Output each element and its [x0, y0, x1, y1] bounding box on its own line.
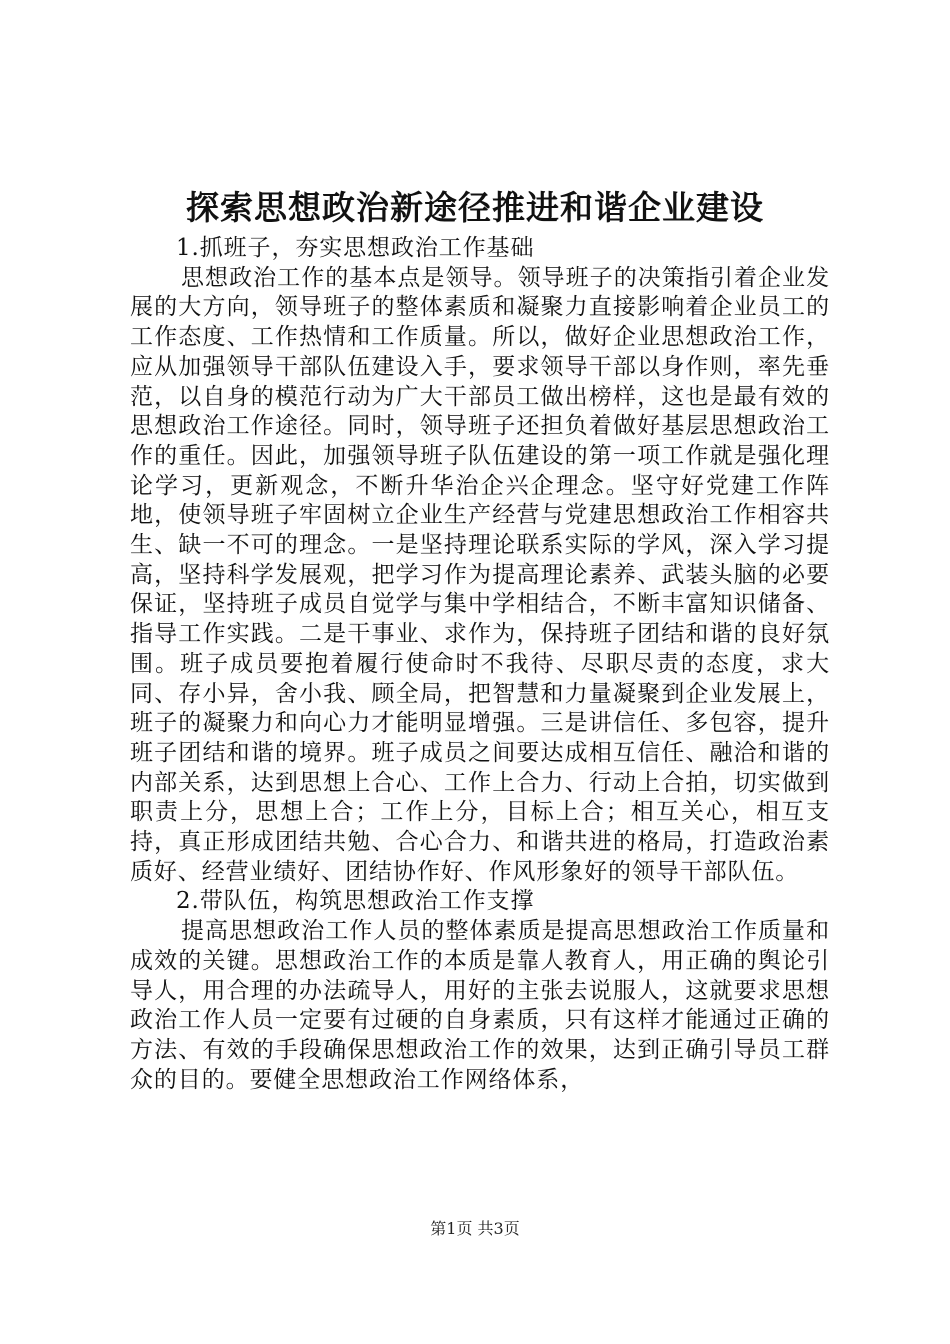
section-heading-2: 2.带队伍，构筑思想政治工作支撑 — [176, 888, 535, 915]
section-paragraph-2: 提高思想政治工作人员的整体素质是提高思想政治工作质量和成效的关键。思想政治工作的本质是靠人教育人，用正确的舆论引导人，用合理的办法疏导人，用好的主张去说服人，这就要求思想政治工作人员一定要有过硬的自身素质，只有这样才能通过正确的方法、有效的手段确保思想政治工作的效果，达到正确引导员工群众的目的。要健全思想政治工作网络体系， — [130, 918, 830, 1093]
document-title: 探索思想政治新途径推进和谐企业建设 — [186, 188, 764, 227]
document-body — [130, 234, 830, 1095]
section-heading-1: 1.抓班子，夯实思想政治工作基础 — [176, 235, 535, 261]
section-paragraph-1: 思想政治工作的基本点是领导。领导班子的决策指引着企业发展的大方向，领导班子的整体素质和凝聚力直接影响着企业员工的工作态度、工作热情和工作质量。所以，做好企业思想政治工作，应从加强领导干部队伍建设入手，要求领导干部以身作则，率先垂范，以自身的模范行动为广大干部员工做出榜样，这也是最有效的思想政治工作途径。同时，领导班子还担负着做好基层思想政治工作的重任。因此，加强领导班子队伍建设的第一项工作就是强化理论学习，更新观念，不断升华治企兴企理念。坚守好党建工作阵地，使领导班子牢固树立企业生产经营与党建思想政治工作相容共生、缺一不可的理念。一是坚持理论联系实际的学风，深入学习提高，坚持科学发展观，把学习作为提高理论素养、武装头脑的必要保证，坚持班子成员自觉学与集中学相结合，不断丰富知识储备、指导工作实践。二是干事业、求作为，保持班子团结和谐的良好氛围。班子成员要抱着履行使命时不我待、尽职尽责的态度，求大同、存小异，舍小我、顾全局，把智慧和力量凝聚到企业发展上，班子的凝聚力和向心力才能明显增强。三是讲信任、多包容，提升班子团结和谐的境界。班子成员之间要达成相互信任、融洽和谐的内部关系，达到思想上合心、工作上合力、行动上合拍，切实做到职责上分，思想上合；工作上分，目标上合；相互关心，相互支持，真正形成团结共勉、合心合力、和谐共进的格局，打造政治素质好、经营业绩好、团结协作好、作风形象好的领导干部队伍。 — [130, 264, 830, 885]
page-footer: 第1页 共3页 — [430, 1219, 520, 1238]
